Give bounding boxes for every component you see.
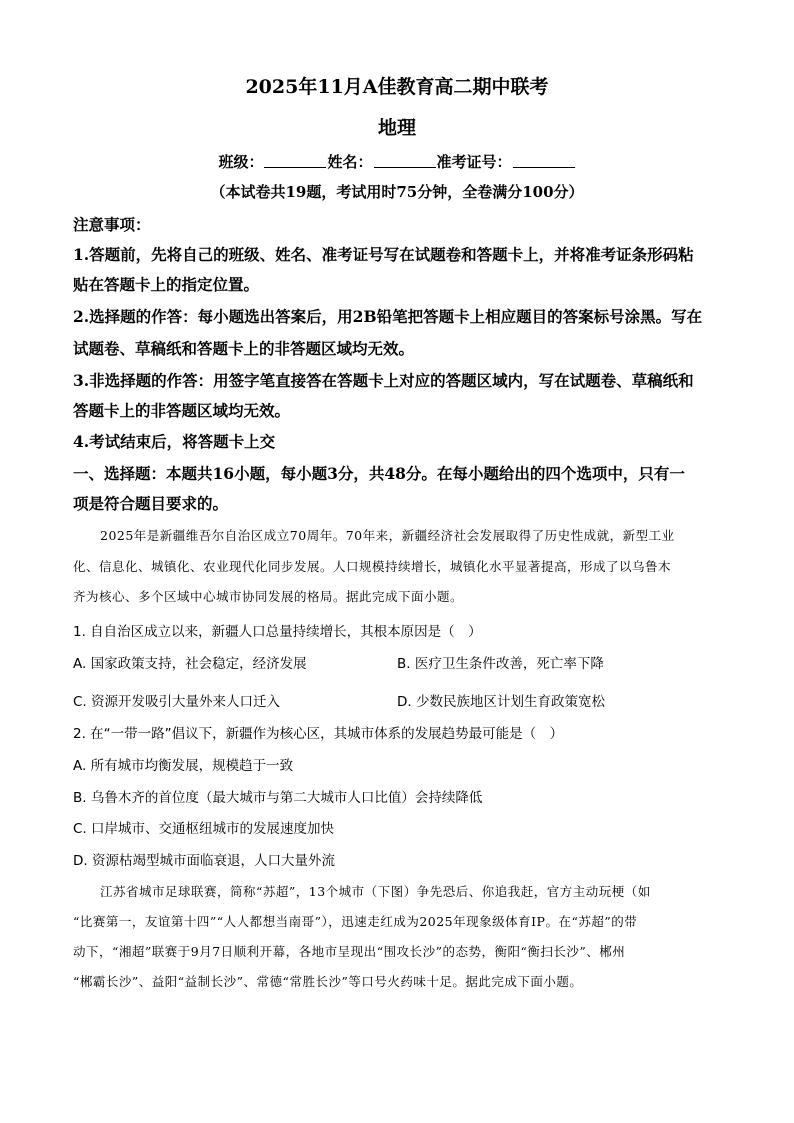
subject-title: 地理 (377, 117, 416, 139)
notice-heading: 注意事项： (73, 215, 151, 234)
notice-line: 贴在答题卡上的指定位置。 (73, 275, 260, 294)
q2-option-a: A. 所有城市均衡发展，规模趋于一致 (73, 758, 294, 774)
exam-id-blank (513, 152, 575, 168)
notice-line: 1.答题前，先将自己的班级、姓名、准考证号写在试题卷和答题卡上，并将准考证条形码粘 (73, 245, 694, 264)
material1-line: 2025年是新疆维吾尔自治区成立70周年。70年来，新疆经济社会发展取得了历史性成就，新型工业 (100, 528, 675, 543)
exam-title: 2025年11月A佳教育高二期中联考 (245, 76, 549, 98)
question-1-stem: 1. 自自治区成立以来，新疆人口总量持续增长，其根本原因是（ ） (73, 624, 482, 640)
section-heading: 一、选择题：本题共16小题，每小题3分，共48分。在每小题给出的四个选项中，只有一 (73, 464, 685, 483)
q2-option-b: B. 乌鲁木齐的首位度（最大城市与第二大城市人口比值）会持续降低 (73, 790, 483, 806)
material2-line: 动下，“湘超”联赛于9月7日顺利开幕，各地市呈现出“围攻长沙”的态势，衡阳“衡扫长沙”、郴州 (73, 944, 626, 959)
q1-option-b: B. 医疗卫生条件改善，死亡率下降 (397, 656, 604, 672)
q1-option-d: D. 少数民族地区计划生育政策宽松 (397, 694, 605, 710)
class-label: 班级： (218, 153, 264, 171)
notice-line: 4.考试结束后，将答题卡上交 (73, 432, 276, 451)
class-blank (264, 152, 326, 168)
material2-line: “郴霸长沙”、益阳“益制长沙”、常德“常胜长沙”等口号火药味十足。据此完成下面小题。 (73, 974, 583, 989)
q2-option-d: D. 资源枯竭型城市面临衰退，人口大量外流 (73, 853, 335, 869)
q2-option-c: C. 口岸城市、交通枢纽城市的发展速度加快 (73, 821, 335, 837)
exam-note: （本试卷共19题，考试用时75分钟，全卷满分100分） (210, 183, 584, 201)
exam-id-label: 准考证号： (436, 153, 512, 171)
notice-line: 答题卡上的非答题区域均无效。 (73, 401, 291, 420)
notice-line: 2.选择题的作答：每小题选出答案后，用2B铅笔把答题卡上相应题目的答案标号涂黑。写在 (73, 307, 703, 326)
q1-option-c: C. 资源开发吸引大量外来人口迁入 (73, 694, 281, 710)
material1-line: 化、信息化、城镇化、农业现代化同步发展。人口规模持续增长，城镇化水平显著提高，形成了以乌鲁木 (73, 559, 672, 574)
material1-line: 齐为核心、多个区域中心城市协同发展的格局。据此完成下面小题。 (73, 589, 464, 604)
student-info-row (0, 151, 794, 172)
notice-line: 3.非选择题的作答：用签字笔直接答在答题卡上对应的答题区域内，写在试题卷、草稿纸和 (73, 371, 694, 390)
notice-line: 试题卷、草稿纸和答题卡上的非答题区域均无效。 (73, 339, 415, 358)
name-label: 姓名： (327, 153, 373, 171)
material2-line: “比赛第一，友谊第十四”“人人都想当南哥”），迅速走红成为2025年现象级体育IP。在“苏超”的带 (73, 914, 638, 929)
question-2-stem: 2. 在“一带一路”倡议下，新疆作为核心区，其城市体系的发展趋势最可能是（ ） (73, 726, 564, 742)
q1-option-a: A. 国家政策支持，社会稳定，经济发展 (73, 656, 307, 672)
material2-line: 江苏省城市足球联赛，简称“苏超”，13个城市（下图）争先恐后、你追我赶，官方主动玩梗（如 (100, 884, 651, 899)
name-blank (374, 152, 436, 168)
section-heading-cont: 项是符合题目要求的。 (73, 494, 229, 513)
